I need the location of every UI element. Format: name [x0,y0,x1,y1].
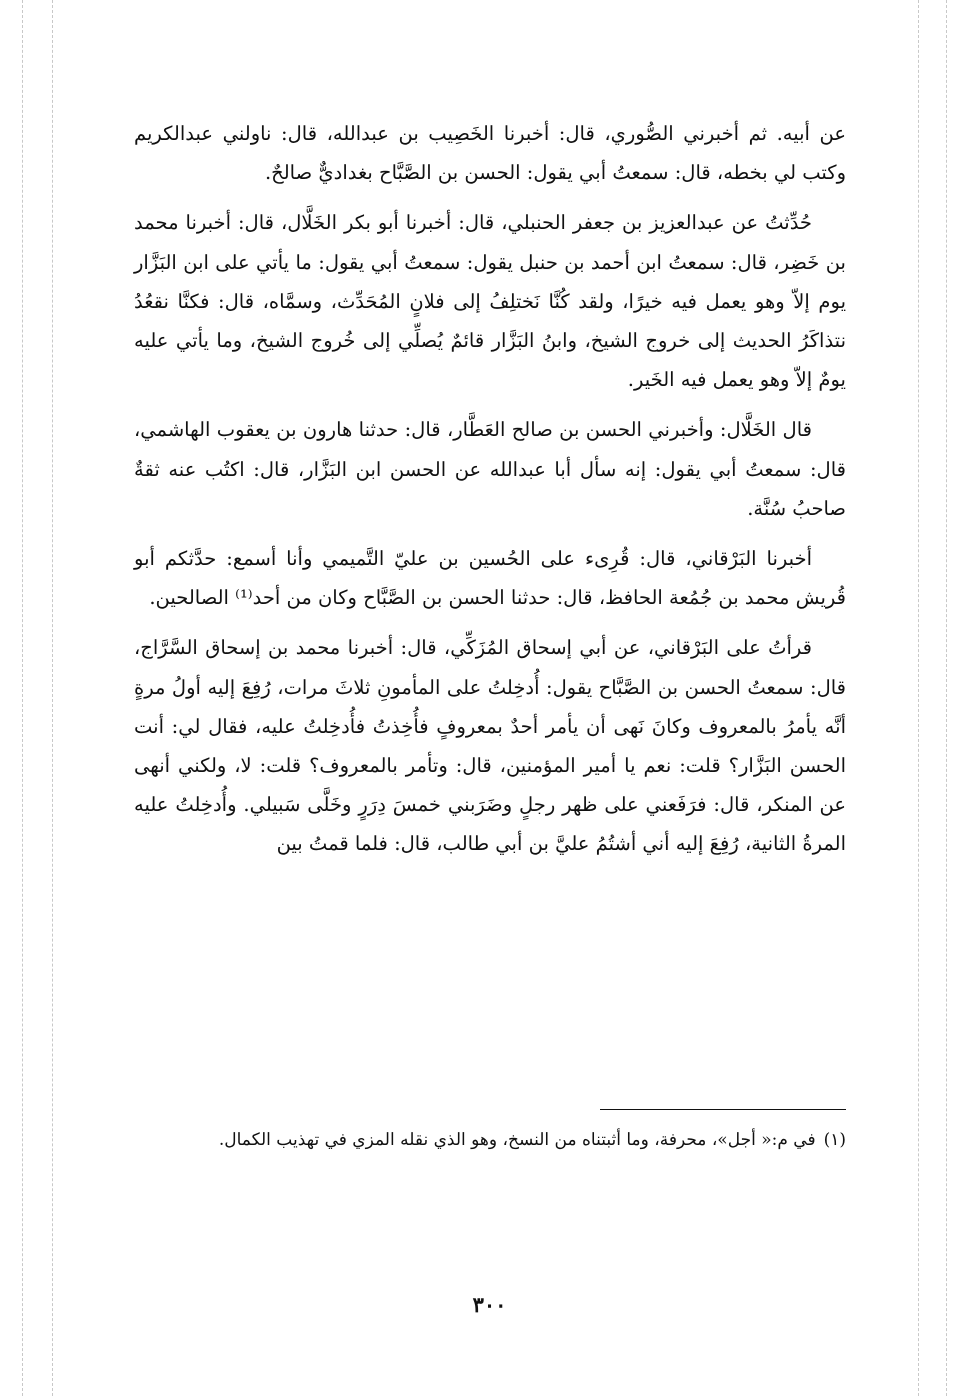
page-number: ٣٠٠ [472,1292,507,1317]
scan-guide-line [918,0,919,1396]
footnote-separator [600,1109,846,1110]
footnote-number: (١) [823,1130,846,1150]
footnote [134,1124,846,1157]
main-text [134,114,846,875]
paragraph: قال الخَلَّال: وأخبرني الحسن بن صالح العَطَّار، قال: حدثنا هارون بن يعقوب الهاشمي، قال: سمعتُ أبي يقول: إنه سأل أبا عبدالله عن الحسن ابن البَزَّار، قال: اكتُب عنه ثقةٌ صاحبُ سُنَّة. [134,418,846,520]
paragraph: قرأتُ على البَرْقاني، عن أبي إسحاق المُزَكِّي، قال: أخبرنا محمد بن إسحاق السَّرَّاج، قال: سمعتُ الحسن بن الصَّبَّاح يقول: أُدخِلتُ على المأمونِ ثلاثَ مرات، رُفِعَ إليه أولُ مرةٍ أنَّه يأمرُ بالمعروف وكانَ نَهى أن يأمر أحدٌ بمعروفٍ فأُخِذتُ فأُدخِلتُ عليه، فقال لي: أنت الحسن البَزَّار؟ قلت: نعم يا أمير المؤمنين، قال: وتأمر بالمعروف؟ قلت: لا، ولكني أنهى عن المنكر، قال: فرَفَعني على ظهر رجلٍ وضَرَبني خمسَ دِرَرٍ وخَلَّى سَبيلي. وأُدخِلتُ عليه المرةُ الثانية، رُفِعَ إليه أني أشتُمُ عليَّ بن أبي طالب، قال: فلما قمتُ بين [134,636,846,856]
scan-guide-line [946,0,947,1396]
footnote-text: في م:« أجل»، محرفة، وما أثبتناه من النسخ، وهو الذي نقله المزي في تهذيب الكمال. [218,1130,816,1150]
scan-guide-line [22,0,23,1396]
paragraph: حُدِّثتُ عن عبدالعزيز بن جعفر الحنبلي، قال: أخبرنا أبو بكر الخَلَّال، قال: أخبرنا محمد بن خَضِر، قال: سمعتُ ابن أحمد بن حنبل يقول: سمعتُ أبي يقول: ما يأتي على ابن البَزَّار يوم إلاّ وهو يعمل فيه خيرًا، ولقد كُنَّا نَختلِفُ إلى فلانٍ المُحَدِّث، وسمَّاه، قال: فكنَّا نقعُدُ نتذاكَرُ الحديث إلى خروج الشيخ، وابنُ البَزَّار قائمٌ يُصلِّي إلى خُروج الشيخ، وما يأتي عليه يومٌ إلاّ وهو يعمل فيه الخَير. [134,211,846,392]
paragraph: أخبرنا البَرْقاني، قال: قُرِىء على الحُسين بن عليّ التَّميمي وأنا أسمع: حدَّثكم أبو قُريش محمد بن جُمُعة الحافظ، قال: حدثنا الحسن بن الصَّبَّاح وكان من أحد⁽¹⁾ الصالحين. [134,547,846,610]
paragraph: عن أبيه. ثم أخبرني الصُّوري، قال: أخبرنا الخَصِيب بن عبدالله، قال: ناولني عبدالكريم وكتب لي بخطه، قال: سمعتُ أبي يقول: الحسن بن الصَّبَّاح بغداديٌّ صالحٌ. [134,122,846,185]
scan-guide-line [52,0,53,1396]
